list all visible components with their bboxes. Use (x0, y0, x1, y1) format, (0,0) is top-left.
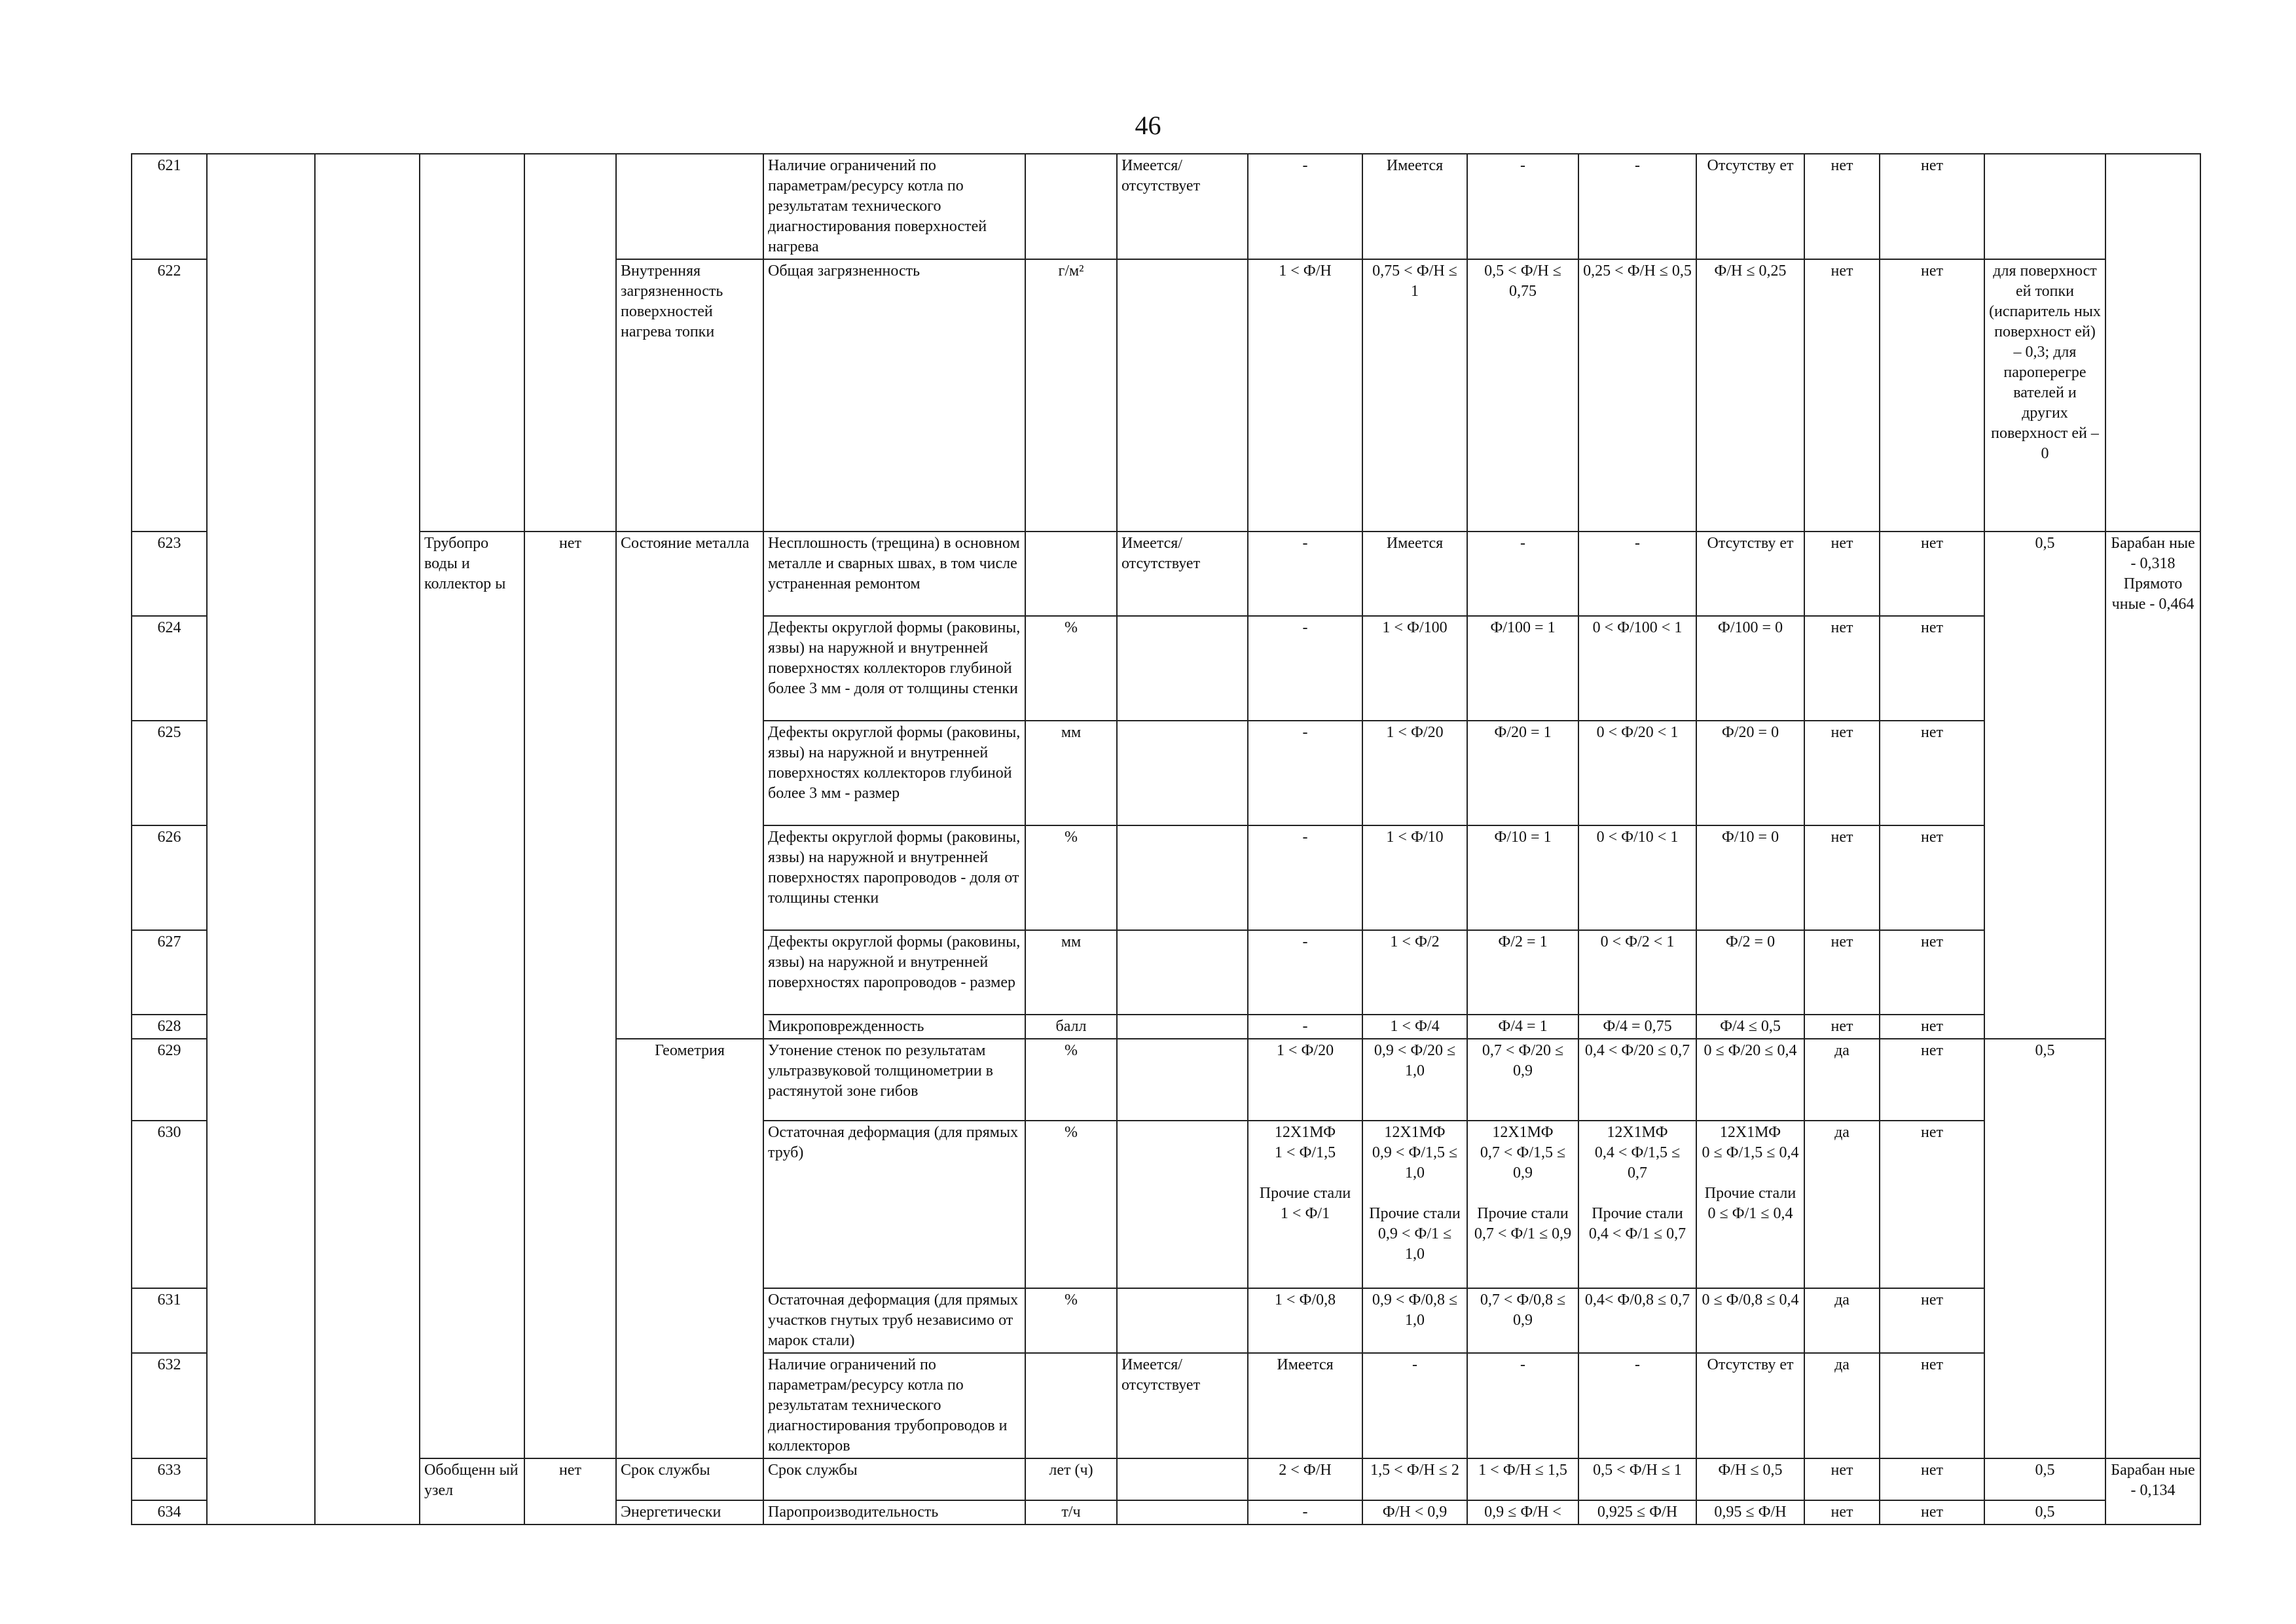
row-number: 631 (132, 1288, 207, 1353)
value-cell: 12Х1МФ 1 < Ф/1,5 Прочие стали 1 < Ф/1 (1248, 1121, 1362, 1288)
value-cell: 0 < Ф/20 < 1 (1578, 721, 1696, 825)
flag-cell: нет (1880, 721, 1984, 825)
flag-cell: да (1804, 1353, 1880, 1458)
parameter-cell: Остаточная деформация (для прямых участков гнутых труб независимо от марок стали) (763, 1288, 1025, 1353)
parameter-cell: Дефекты округлой формы (раковины, язвы) на наружной и внутренней поверхностях коллекторов глубиной более 3 мм - доля от толщины стенки (763, 616, 1025, 721)
row-number: 626 (132, 825, 207, 930)
value-cell: Имеется (1362, 154, 1467, 259)
flag-cell: нет (1880, 154, 1984, 259)
unit-cell: % (1025, 1121, 1117, 1288)
node-cell: Обобщенн ый узел (420, 1458, 524, 1525)
value-cell: 0,5 < Ф/Н ≤ 0,75 (1467, 259, 1578, 532)
measure-cell (1117, 930, 1248, 1015)
measure-cell (1117, 1458, 1248, 1500)
flag-cell: нет (1880, 1121, 1984, 1288)
value-cell: Ф/Н ≤ 0,5 (1696, 1458, 1804, 1500)
flag-cell: нет (1804, 930, 1880, 1015)
row-number: 627 (132, 930, 207, 1015)
flag-cell: нет (1804, 154, 1880, 259)
value-cell: 0,925 ≤ Ф/Н (1578, 1500, 1696, 1525)
unit-cell: мм (1025, 721, 1117, 825)
unit-cell: % (1025, 825, 1117, 930)
value-cell: Имеется (1248, 1353, 1362, 1458)
parameter-cell: Микроповрежденность (763, 1015, 1025, 1039)
weight-cell: 0,5 (1984, 1500, 2105, 1525)
measure-cell (1117, 721, 1248, 825)
row-number: 632 (132, 1353, 207, 1458)
value-cell: Ф/20 = 1 (1467, 721, 1578, 825)
value-cell: 12Х1МФ 0 ≤ Ф/1,5 ≤ 0,4 Прочие стали 0 ≤ Ф/1 ≤ 0,4 (1696, 1121, 1804, 1288)
value-cell: 12Х1МФ 0,7 < Ф/1,5 ≤ 0,9 Прочие стали 0,7 < Ф/1 ≤ 0,9 (1467, 1121, 1578, 1288)
value-cell: 0,7 < Ф/0,8 ≤ 0,9 (1467, 1288, 1578, 1353)
parameter-cell: Дефекты округлой формы (раковины, язвы) на наружной и внутренней поверхностях паропроводов - доля от толщины стенки (763, 825, 1025, 930)
value-cell: 12Х1МФ 0,4 < Ф/1,5 ≤ 0,7 Прочие стали 0,4 < Ф/1 ≤ 0,7 (1578, 1121, 1696, 1288)
value-cell: - (1578, 1353, 1696, 1458)
weight-cell: 0,5 (1984, 1039, 2105, 1458)
flag-cell: нет (1880, 1353, 1984, 1458)
value-cell: 0,75 < Ф/Н ≤ 1 (1362, 259, 1467, 532)
value-cell: - (1248, 1015, 1362, 1039)
weight-cell: 0,5 (1984, 532, 2105, 1039)
measure-cell (1117, 825, 1248, 930)
value-cell: - (1362, 1353, 1467, 1458)
measure-cell (1117, 1288, 1248, 1353)
value-cell: - (1467, 1353, 1578, 1458)
value-cell: - (1467, 532, 1578, 616)
value-cell: Ф/2 = 1 (1467, 930, 1578, 1015)
row-number: 629 (132, 1039, 207, 1121)
flag-cell: нет (1880, 1458, 1984, 1500)
parameter-cell: Несплошность (трещина) в основном металле и сварных швах, в том числе устраненная ремонтом (763, 532, 1025, 616)
unit-cell (1025, 154, 1117, 259)
value-cell: Ф/10 = 0 (1696, 825, 1804, 930)
value-cell: Ф/4 = 0,75 (1578, 1015, 1696, 1039)
value-cell: 1 < Ф/4 (1362, 1015, 1467, 1039)
value-cell: 1 < Ф/Н (1248, 259, 1362, 532)
value-cell: Имеется (1362, 532, 1467, 616)
unit-cell: % (1025, 1288, 1117, 1353)
row-number: 625 (132, 721, 207, 825)
flag-cell: нет (1804, 616, 1880, 721)
parameter-cell: Срок службы (763, 1458, 1025, 1500)
value-cell: Ф/100 = 0 (1696, 616, 1804, 721)
value-cell: 1 < Ф/2 (1362, 930, 1467, 1015)
parameter-cell: Дефекты округлой формы (раковины, язвы) на наружной и внутренней поверхностях коллекторов глубиной более 3 мм - размер (763, 721, 1025, 825)
value-cell: 0,95 ≤ Ф/Н (1696, 1500, 1804, 1525)
value-cell: Ф/4 = 1 (1467, 1015, 1578, 1039)
note-cell (2105, 154, 2200, 532)
value-cell: Ф/Н < 0,9 (1362, 1500, 1467, 1525)
measure-cell (1117, 616, 1248, 721)
group-cell (616, 154, 763, 259)
flag-cell: нет (1804, 1500, 1880, 1525)
value-cell: Ф/10 = 1 (1467, 825, 1578, 930)
unit-cell: мм (1025, 930, 1117, 1015)
measure-cell: Имеется/ отсутствует (1117, 532, 1248, 616)
flag-cell: нет (1880, 1288, 1984, 1353)
flag-cell: нет (1804, 1015, 1880, 1039)
unit-cell: т/ч (1025, 1500, 1117, 1525)
row-number: 628 (132, 1015, 207, 1039)
flag-cell: нет (1804, 532, 1880, 616)
table-row (132, 1458, 2200, 1500)
unit-cell (1025, 532, 1117, 616)
value-cell: Ф/Н ≤ 0,25 (1696, 259, 1804, 532)
group-cell: Геометрия (616, 1039, 763, 1458)
flag-cell: нет (1880, 532, 1984, 616)
value-cell: Отсутству ет (1696, 532, 1804, 616)
row-number: 623 (132, 532, 207, 616)
value-cell: Ф/20 = 0 (1696, 721, 1804, 825)
flag-cell: нет (1804, 721, 1880, 825)
value-cell: 1 < Ф/0,8 (1248, 1288, 1362, 1353)
node-cell (420, 154, 524, 532)
row-number: 624 (132, 616, 207, 721)
measure-cell: Имеется/ отсутствует (1117, 1353, 1248, 1458)
value-cell: 0 < Ф/2 < 1 (1578, 930, 1696, 1015)
group-cell: Внутренняя загрязненность поверхностей нагрева топки (616, 259, 763, 532)
value-cell: 0,5 < Ф/Н ≤ 1 (1578, 1458, 1696, 1500)
flag-cell: нет (1880, 259, 1984, 532)
row-number: 634 (132, 1500, 207, 1525)
group-cell: Энергетически (616, 1500, 763, 1525)
unit-cell: балл (1025, 1015, 1117, 1039)
weight-cell: для поверхност ей топки (испаритель ных поверхност ей) – 0,3; для пароперегре вателей и других поверхност ей – 0 (1984, 259, 2105, 532)
parameter-cell: Общая загрязненность (763, 259, 1025, 532)
value-cell: - (1248, 825, 1362, 930)
parameter-cell: Дефекты округлой формы (раковины, язвы) на наружной и внутренней поверхностях паропроводов - размер (763, 930, 1025, 1015)
value-cell: Ф/100 = 1 (1467, 616, 1578, 721)
flag-cell: нет (1880, 1039, 1984, 1121)
parameter-cell: Паропроизводительность (763, 1500, 1025, 1525)
table-row (132, 154, 2200, 259)
flag-cell: нет (1804, 1458, 1880, 1500)
empty-cell (207, 154, 315, 1525)
crit-cell: нет (524, 532, 616, 1458)
group-cell: Состояние металла (616, 532, 763, 1039)
measure-cell (1117, 1015, 1248, 1039)
value-cell: - (1248, 616, 1362, 721)
note-cell: Барабан ные - 0,318 Прямото чные - 0,464 (2105, 532, 2200, 1458)
flag-cell: да (1804, 1121, 1880, 1288)
value-cell: 1 < Ф/100 (1362, 616, 1467, 721)
value-cell: 0,9 ≤ Ф/Н < (1467, 1500, 1578, 1525)
unit-cell: лет (ч) (1025, 1458, 1117, 1500)
unit-cell: г/м² (1025, 259, 1117, 532)
value-cell: - (1578, 532, 1696, 616)
flag-cell: нет (1880, 1500, 1984, 1525)
value-cell: 0,4< Ф/0,8 ≤ 0,7 (1578, 1288, 1696, 1353)
measure-cell (1117, 1039, 1248, 1121)
row-number: 621 (132, 154, 207, 259)
unit-cell: % (1025, 616, 1117, 721)
parameter-cell: Наличие ограничений по параметрам/ресурсу котла по результатам технического диагностирования поверхностей нагрева (763, 154, 1025, 259)
value-cell: 0,9 < Ф/0,8 ≤ 1,0 (1362, 1288, 1467, 1353)
value-cell: 0 < Ф/10 < 1 (1578, 825, 1696, 930)
value-cell: - (1248, 1500, 1362, 1525)
unit-cell (1025, 1353, 1117, 1458)
value-cell: 1,5 < Ф/Н ≤ 2 (1362, 1458, 1467, 1500)
row-number: 622 (132, 259, 207, 532)
node-cell: Трубопро воды и коллектор ы (420, 532, 524, 1458)
value-cell: Ф/4 ≤ 0,5 (1696, 1015, 1804, 1039)
note-cell: Барабан ные - 0,134 (2105, 1458, 2200, 1525)
measure-cell (1117, 1500, 1248, 1525)
measure-cell (1117, 259, 1248, 532)
parameter-cell: Остаточная деформация (для прямых труб) (763, 1121, 1025, 1288)
value-cell: 1 < Ф/20 (1362, 721, 1467, 825)
parameter-cell: Наличие ограничений по параметрам/ресурсу котла по результатам технического диагностирования трубопроводов и коллекторов (763, 1353, 1025, 1458)
value-cell: 0 < Ф/100 < 1 (1578, 616, 1696, 721)
value-cell: Ф/2 = 0 (1696, 930, 1804, 1015)
crit-cell (524, 154, 616, 532)
value-cell: 1 < Ф/Н ≤ 1,5 (1467, 1458, 1578, 1500)
flag-cell: нет (1880, 825, 1984, 930)
value-cell: - (1248, 532, 1362, 616)
value-cell: 0 ≤ Ф/0,8 ≤ 0,4 (1696, 1288, 1804, 1353)
value-cell: 0,4 < Ф/20 ≤ 0,7 (1578, 1039, 1696, 1121)
table-row (132, 532, 2200, 616)
flag-cell: нет (1880, 1015, 1984, 1039)
value-cell: - (1467, 154, 1578, 259)
flag-cell: нет (1880, 616, 1984, 721)
flag-cell: нет (1804, 259, 1880, 532)
flag-cell: нет (1880, 930, 1984, 1015)
page-number: 46 (1135, 111, 1161, 140)
value-cell: 2 < Ф/Н (1248, 1458, 1362, 1500)
value-cell: 12Х1МФ 0,9 < Ф/1,5 ≤ 1,0 Прочие стали 0,9 < Ф/1 ≤ 1,0 (1362, 1121, 1467, 1288)
weight-cell (1984, 154, 2105, 259)
parameters-table (131, 153, 2201, 1525)
value-cell: 0,7 < Ф/20 ≤ 0,9 (1467, 1039, 1578, 1121)
value-cell: 1 < Ф/20 (1248, 1039, 1362, 1121)
value-cell: - (1248, 154, 1362, 259)
value-cell: Отсутству ет (1696, 1353, 1804, 1458)
value-cell: - (1578, 154, 1696, 259)
group-cell: Срок службы (616, 1458, 763, 1500)
value-cell: - (1248, 721, 1362, 825)
value-cell: 0,9 < Ф/20 ≤ 1,0 (1362, 1039, 1467, 1121)
value-cell: - (1248, 930, 1362, 1015)
flag-cell: да (1804, 1039, 1880, 1121)
row-number: 630 (132, 1121, 207, 1288)
measure-cell: Имеется/ отсутствует (1117, 154, 1248, 259)
unit-cell: % (1025, 1039, 1117, 1121)
value-cell: Отсутству ет (1696, 154, 1804, 259)
parameter-cell: Утонение стенок по результатам ультразвуковой толщинометрии в растянутой зоне гибов (763, 1039, 1025, 1121)
weight-cell: 0,5 (1984, 1458, 2105, 1500)
flag-cell: да (1804, 1288, 1880, 1353)
row-number: 633 (132, 1458, 207, 1500)
value-cell: 1 < Ф/10 (1362, 825, 1467, 930)
measure-cell (1117, 1121, 1248, 1288)
value-cell: 0,25 < Ф/Н ≤ 0,5 (1578, 259, 1696, 532)
empty-cell (315, 154, 420, 1525)
flag-cell: нет (1804, 825, 1880, 930)
crit-cell: нет (524, 1458, 616, 1525)
value-cell: 0 ≤ Ф/20 ≤ 0,4 (1696, 1039, 1804, 1121)
